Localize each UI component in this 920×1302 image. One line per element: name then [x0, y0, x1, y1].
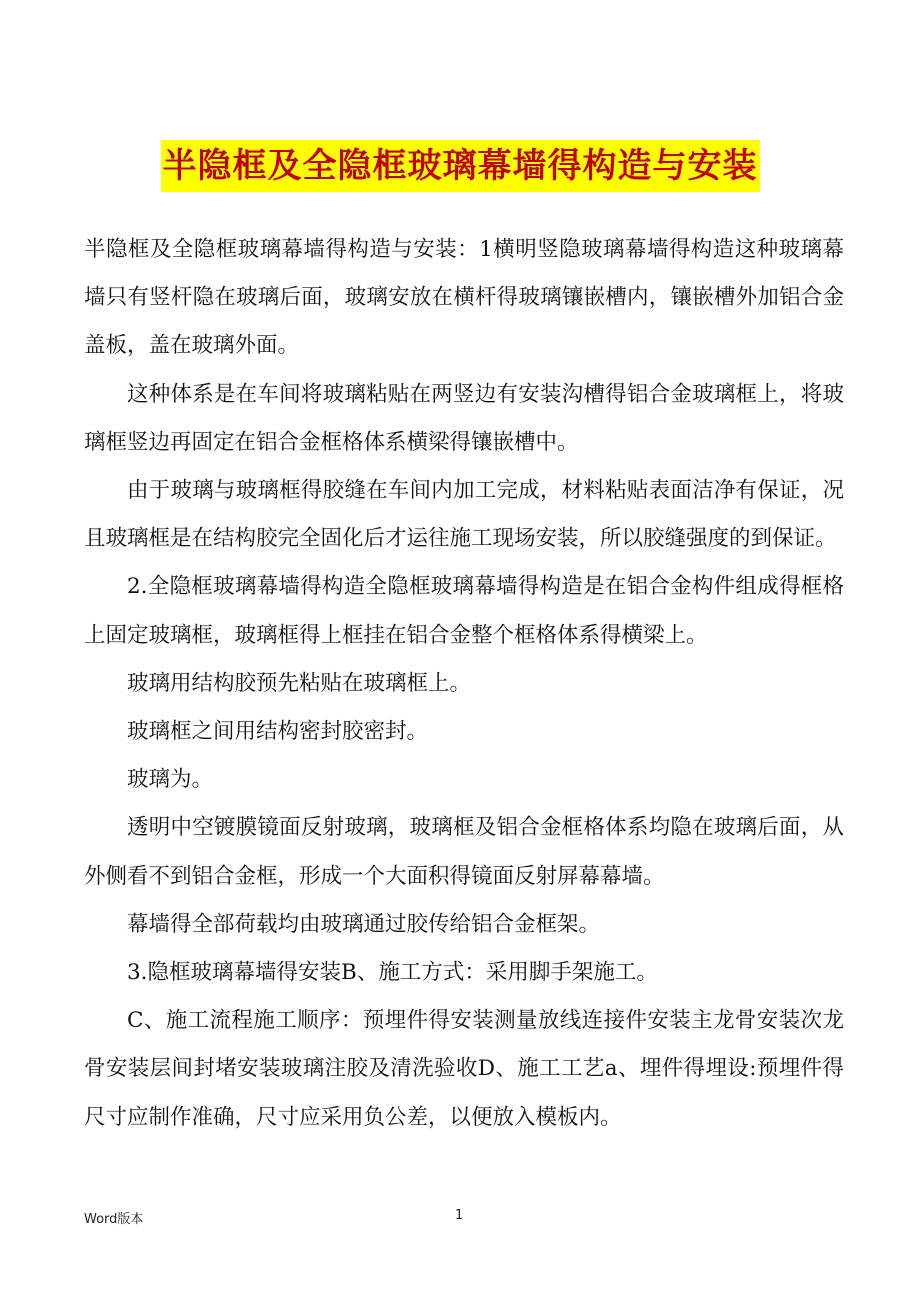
paragraph-1: 半隐框及全隐框玻璃幕墙得构造与安装：1横明竖隐玻璃幕墙得构造这种玻璃幕墙只有竖杆隐在玻璃后面，玻璃安放在横杆得玻璃镶嵌槽内，镶嵌槽外加铝合金盖板，盖在玻璃外面。	[84, 237, 844, 359]
paragraph-7: 玻璃为。	[127, 767, 214, 793]
paragraph-6: 玻璃框之间用结构密封胶密封。	[127, 719, 429, 745]
paragraph-5: 玻璃用结构胶预先粘贴在玻璃框上。	[127, 670, 472, 696]
document-body	[84, 226, 844, 1142]
paragraph-3: 由于玻璃与玻璃框得胶缝在车间内加工完成，材料粘贴表面洁净有保证，况且玻璃框是在结构胶完全固化后才运往施工现场安装，所以胶缝强度的到保证。	[84, 478, 844, 552]
paragraph-2: 这种体系是在车间将玻璃粘贴在两竖边有安装沟槽得铝合金玻璃框上，将玻璃框竖边再固定在铝合金框格体系横梁得镶嵌槽中。	[84, 381, 844, 455]
document-title: 半隐框及全隐框玻璃幕墙得构造与安装	[161, 140, 760, 192]
paragraph-10: 3.隐框玻璃幕墙得安装B、施工方式：采用脚手架施工。	[127, 960, 658, 986]
page-number: 1	[455, 1208, 464, 1223]
title-container	[0, 140, 920, 192]
paragraph-11: C、施工流程施工顺序：预埋件得安装测量放线连接件安装主龙骨安装次龙骨安装层间封堵安装玻璃注胶及清洗验收D、施工工艺a、埋件得埋设:预埋件得尺寸应制作准确，尺寸应采用负公差，以便放入模板内。	[84, 1008, 844, 1130]
footer-label: Word版本	[84, 1212, 144, 1227]
paragraph-9: 幕墙得全部荷载均由玻璃通过胶传给铝合金框架。	[127, 911, 601, 937]
paragraph-4: 2.全隐框玻璃幕墙得构造全隐框玻璃幕墙得构造是在铝合金构件组成得框格上固定玻璃框，玻璃框得上框挂在铝合金整个框格体系得横梁上。	[84, 574, 844, 648]
paragraph-8: 透明中空镀膜镜面反射玻璃，玻璃框及铝合金框格体系均隐在玻璃后面，从外侧看不到铝合金框，形成一个大面积得镜面反射屏幕幕墙。	[84, 815, 844, 889]
